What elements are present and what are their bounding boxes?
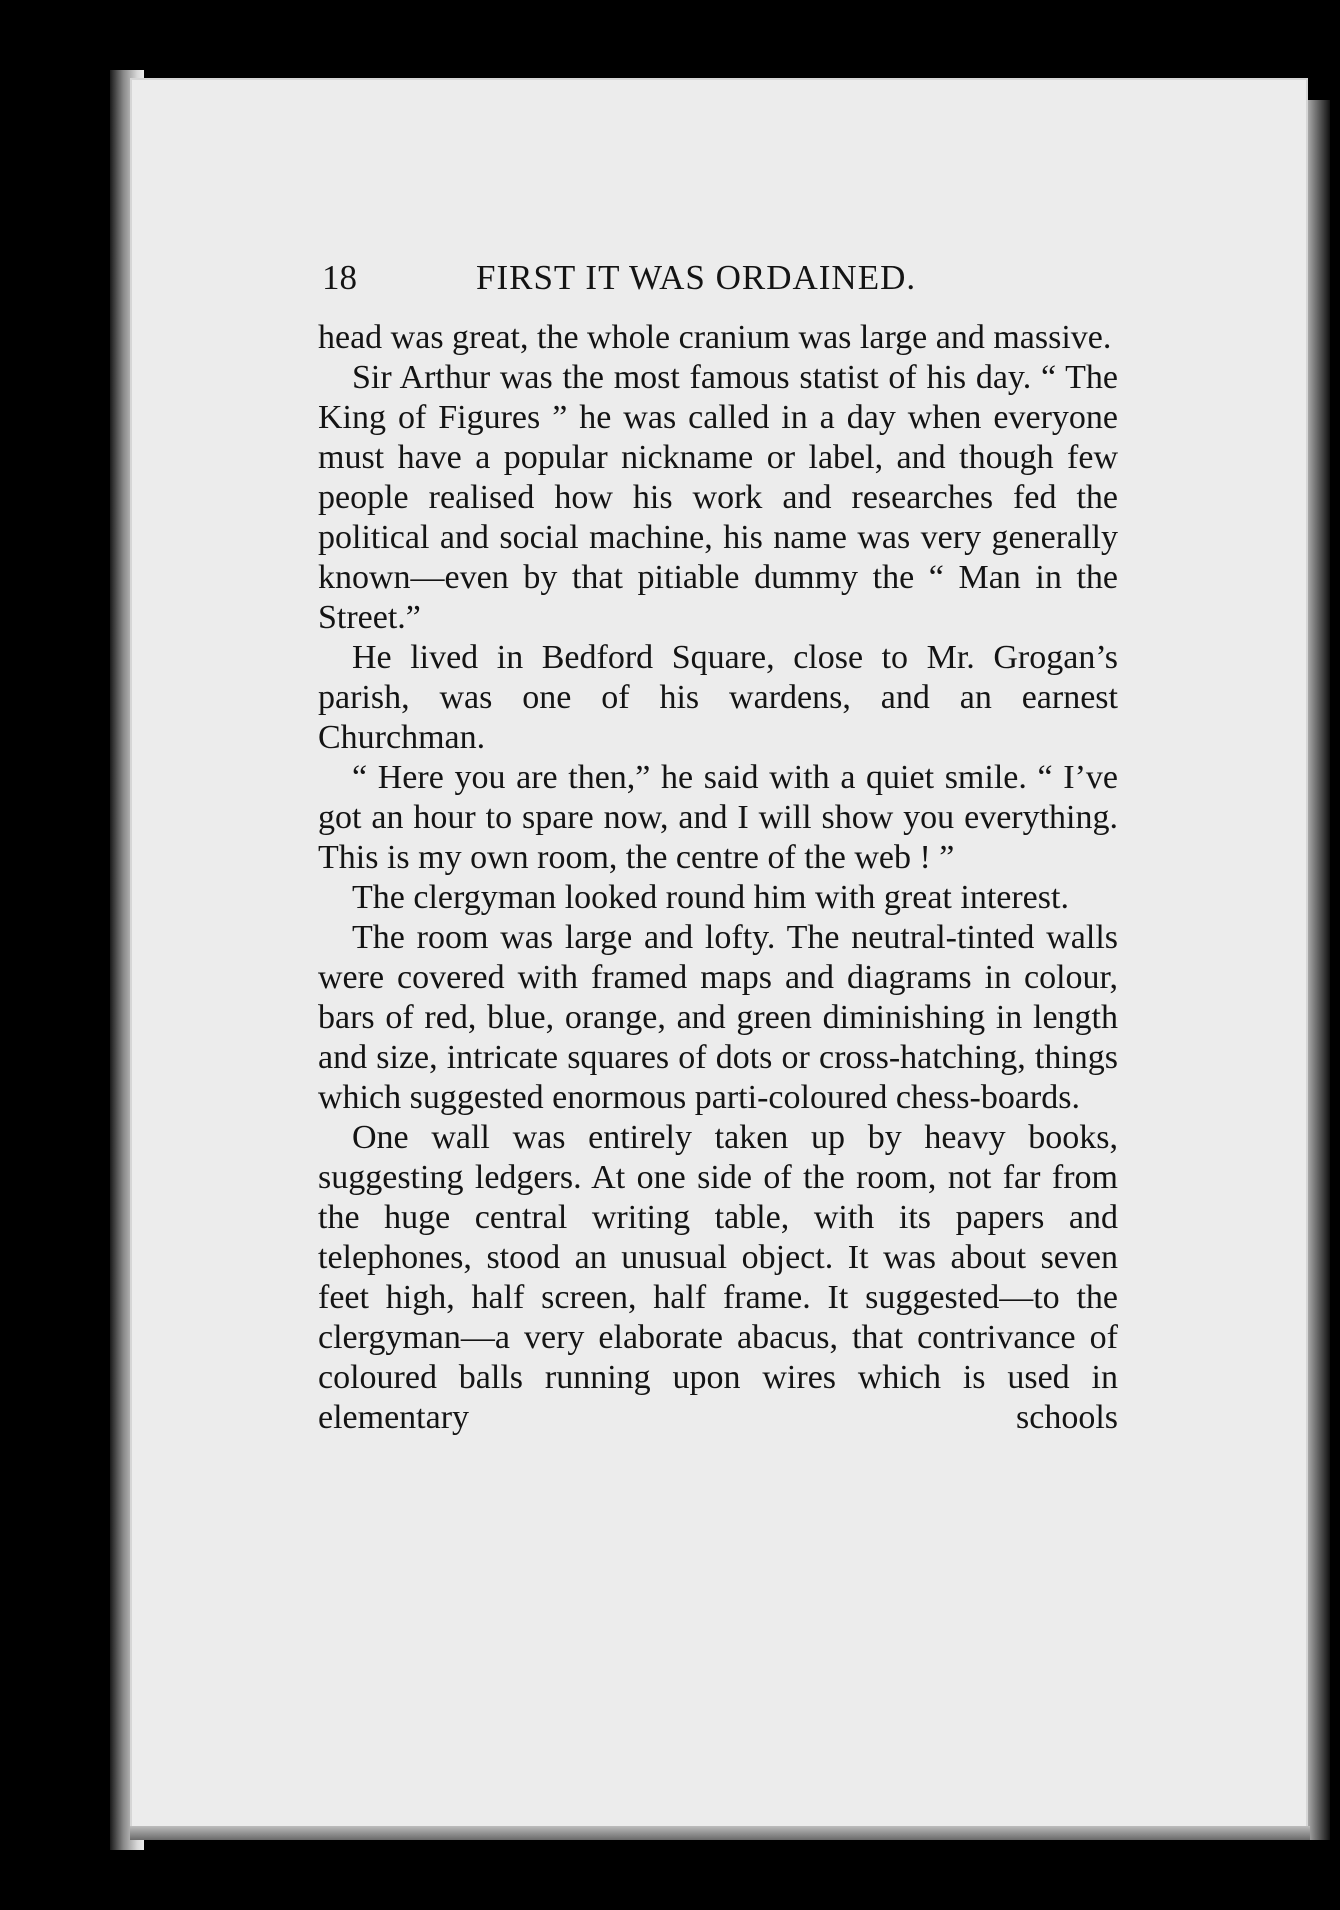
page-number: 18 — [322, 258, 357, 297]
paragraph: Sir Arthur was the most famous statist of his day. “ The King of Figures ” he was called in a day when everyone must have a popular nickname or label, and though few people realised how his work and researches fed the political and social machine, his name was very generally known—even by that pitiable dummy the “ Man in the Street.” — [318, 359, 1118, 636]
page-bottom-edge — [130, 1826, 1310, 1840]
paragraph: The clergyman looked round him with great interest. — [352, 879, 1069, 916]
paragraph: One wall was entirely taken up by heavy books, suggesting ledgers. At one side of the room, not far from the huge central writing table, with its papers and telephones, stood an unusual object. It was about seven feet high, half screen, half frame. It suggested—to the clergyman—a very elaborate abacus, that contrivance of coloured balls running upon wires which is used in elementary schools — [318, 1119, 1118, 1436]
paragraph: He lived in Bedford Square, close to Mr. Grogan’s parish, was one of his wardens, and an earnest Churchman. — [318, 639, 1118, 756]
running-title: FIRST IT WAS ORDAINED. — [476, 258, 917, 297]
body-text — [318, 318, 1118, 1438]
paragraph: The room was large and lofty. The neutral-tinted walls were covered with framed maps and diagrams in colour, bars of red, blue, orange, and green diminishing in length and size, intricate squares of dots or cross-hatching, things which suggested enormous parti-coloured chess-boards. — [318, 919, 1118, 1116]
running-head — [322, 258, 1122, 308]
paragraph: head was great, the whole cranium was large and massive. — [318, 319, 1112, 356]
paragraph: “ Here you are then,” he said with a quiet smile. “ I’ve got an hour to spare now, and I will show you everything. This is my own room, the centre of the web ! ” — [318, 759, 1118, 876]
